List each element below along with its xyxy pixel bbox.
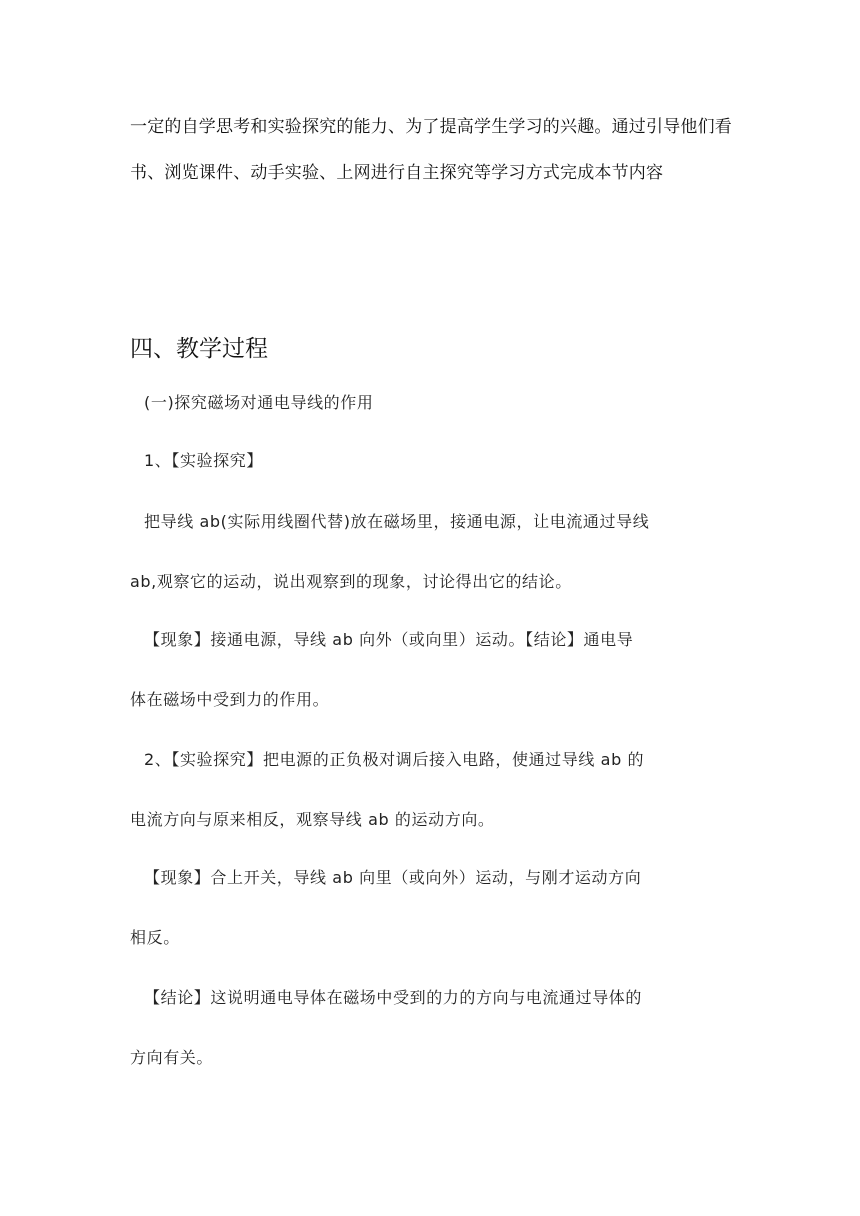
result1-line-1: 【现象】接通电源，导线 ab 向外（或向里）运动。【结论】通电导: [144, 630, 634, 649]
intro-line-2: 书、浏览课件、动手实验、上网进行自主探究等学习方式完成本节内容: [130, 163, 664, 183]
step2-paragraph: [130, 730, 730, 850]
phenomenon2-paragraph: [130, 848, 730, 968]
subheading: [130, 388, 730, 418]
result1-paragraph: [130, 610, 730, 730]
subheading-text: (一)探究磁场对通电导线的作用: [144, 393, 374, 412]
conclusion2-paragraph: [130, 968, 730, 1088]
intro-paragraph: [130, 104, 750, 196]
conclusion2-line-2: 方向有关。: [130, 1048, 214, 1067]
step1-line-2: ab,观察它的运动，说出观察到的现象，讨论得出它的结论。: [130, 572, 572, 591]
phenomenon2-line-1: 【现象】合上开关，导线 ab 向里（或向外）运动，与刚才运动方向: [144, 868, 642, 887]
conclusion2-line-1: 【结论】这说明通电导体在磁场中受到的力的方向与电流通过导体的: [144, 988, 643, 1007]
section-heading: 四、教学过程: [130, 336, 268, 362]
step1-label: [130, 446, 730, 476]
result1-line-2: 体在磁场中受到力的作用。: [130, 690, 330, 709]
step2-line-1: 2、【实验探究】把电源的正负极对调后接入电路，使通过导线 ab 的: [144, 750, 645, 769]
intro-line-1: 一定的自学思考和实验探究的能力、为了提高学生学习的兴趣。通过引导他们看: [130, 117, 732, 137]
step1-line-1: 把导线 ab(实际用线圈代替)放在磁场里，接通电源，让电流通过导线: [144, 512, 650, 531]
step1-paragraph: [130, 492, 730, 612]
phenomenon2-line-2: 相反。: [130, 928, 180, 947]
step2-line-2: 电流方向与原来相反，观察导线 ab 的运动方向。: [130, 810, 495, 829]
step1-label-text: 1、【实验探究】: [144, 451, 263, 470]
